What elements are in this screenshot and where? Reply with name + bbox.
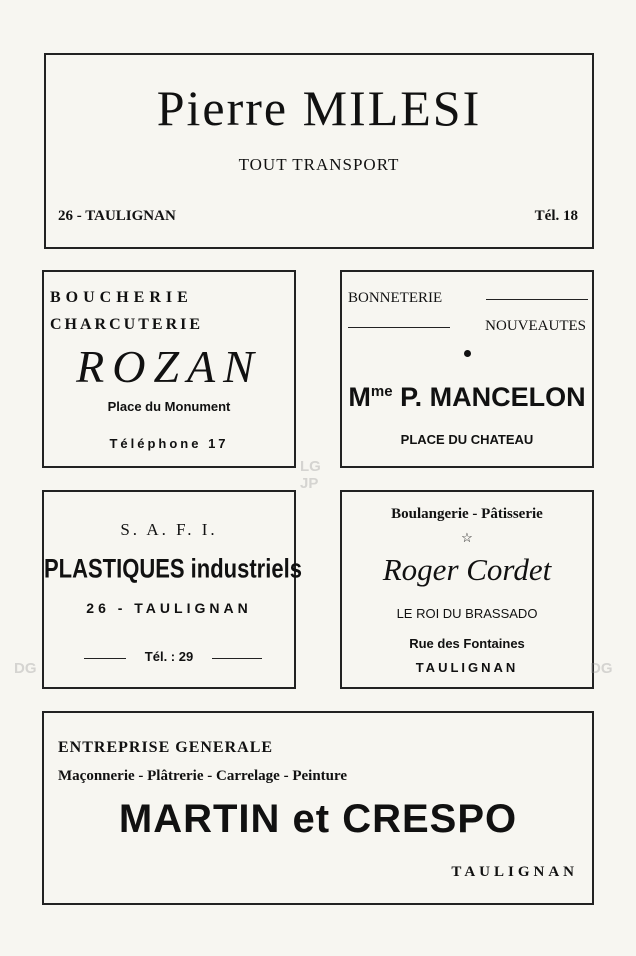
ad-rozan-line1: BOUCHERIE bbox=[50, 289, 193, 306]
watermark-text2: JP bbox=[300, 475, 319, 492]
ad-rozan-line2: CHARCUTERIE bbox=[50, 316, 204, 333]
ad-cordet-name: Roger Cordet bbox=[382, 552, 552, 587]
watermark-text1: LG bbox=[300, 458, 321, 475]
ad-milesi-tagline: TOUT TRANSPORT bbox=[238, 155, 400, 174]
ad-mancelon-address: PLACE DU CHATEAU bbox=[400, 432, 534, 447]
ad-martin-line1: ENTREPRISE GENERALE bbox=[58, 739, 274, 756]
ad-cordet-street: Rue des Fontaines bbox=[409, 636, 525, 651]
ad-cordet-location: TAULIGNAN bbox=[415, 660, 519, 675]
ad-safi-name: PLASTIQUES industriels bbox=[44, 553, 302, 584]
ad-mancelon bbox=[340, 270, 594, 468]
ad-safi bbox=[42, 490, 302, 689]
ad-milesi bbox=[44, 53, 594, 249]
divider-rule bbox=[486, 299, 588, 300]
bullet-dot bbox=[464, 350, 471, 357]
ad-martin-location: TAULIGNAN bbox=[451, 864, 578, 880]
ad-mancelon-line2: NOUVEAUTES bbox=[485, 318, 586, 334]
ad-milesi-name: Pierre MILESI bbox=[156, 80, 482, 136]
ad-mancelon-line1: BONNETERIE bbox=[348, 290, 443, 306]
divider-rule bbox=[348, 327, 450, 328]
ad-milesi-location: 26 - TAULIGNAN bbox=[58, 208, 176, 224]
ad-safi-line1: S. A. F. I. bbox=[120, 520, 218, 539]
ad-rozan-phone: Téléphone 17 bbox=[109, 436, 229, 451]
watermark-logo bbox=[300, 458, 321, 492]
ad-mancelon-name bbox=[342, 382, 592, 413]
ad-rozan-name: ROZAN bbox=[76, 341, 262, 392]
star-icon: ☆ bbox=[461, 530, 473, 545]
ad-safi-location: 26 - TAULIGNAN bbox=[86, 600, 252, 616]
ad-cordet-line1: Boulangerie - Pâtisserie bbox=[391, 506, 543, 522]
ad-cordet bbox=[340, 490, 594, 689]
ad-mancelon-name-sup: me bbox=[370, 383, 393, 400]
ad-martin-name: MARTIN et CRESPO bbox=[118, 797, 518, 841]
ad-martin-line2: Maçonnerie - Plâtrerie - Carrelage - Peinture bbox=[58, 768, 348, 784]
ad-safi-phone: Tél. : 29 bbox=[144, 649, 194, 664]
ad-milesi-phone: Tél. 18 bbox=[534, 208, 578, 224]
ad-martin-crespo bbox=[42, 711, 594, 905]
watermark-dg: DG bbox=[590, 660, 613, 677]
ad-mancelon-name-prefix: M bbox=[348, 382, 371, 412]
ad-rozan bbox=[42, 270, 296, 468]
ad-cordet-motto: LE ROI DU BRASSADO bbox=[396, 606, 538, 621]
watermark-dg: DG bbox=[14, 660, 37, 677]
ad-rozan-address: Place du Monument bbox=[107, 399, 231, 414]
ad-mancelon-name-main: P. MANCELON bbox=[392, 382, 586, 412]
